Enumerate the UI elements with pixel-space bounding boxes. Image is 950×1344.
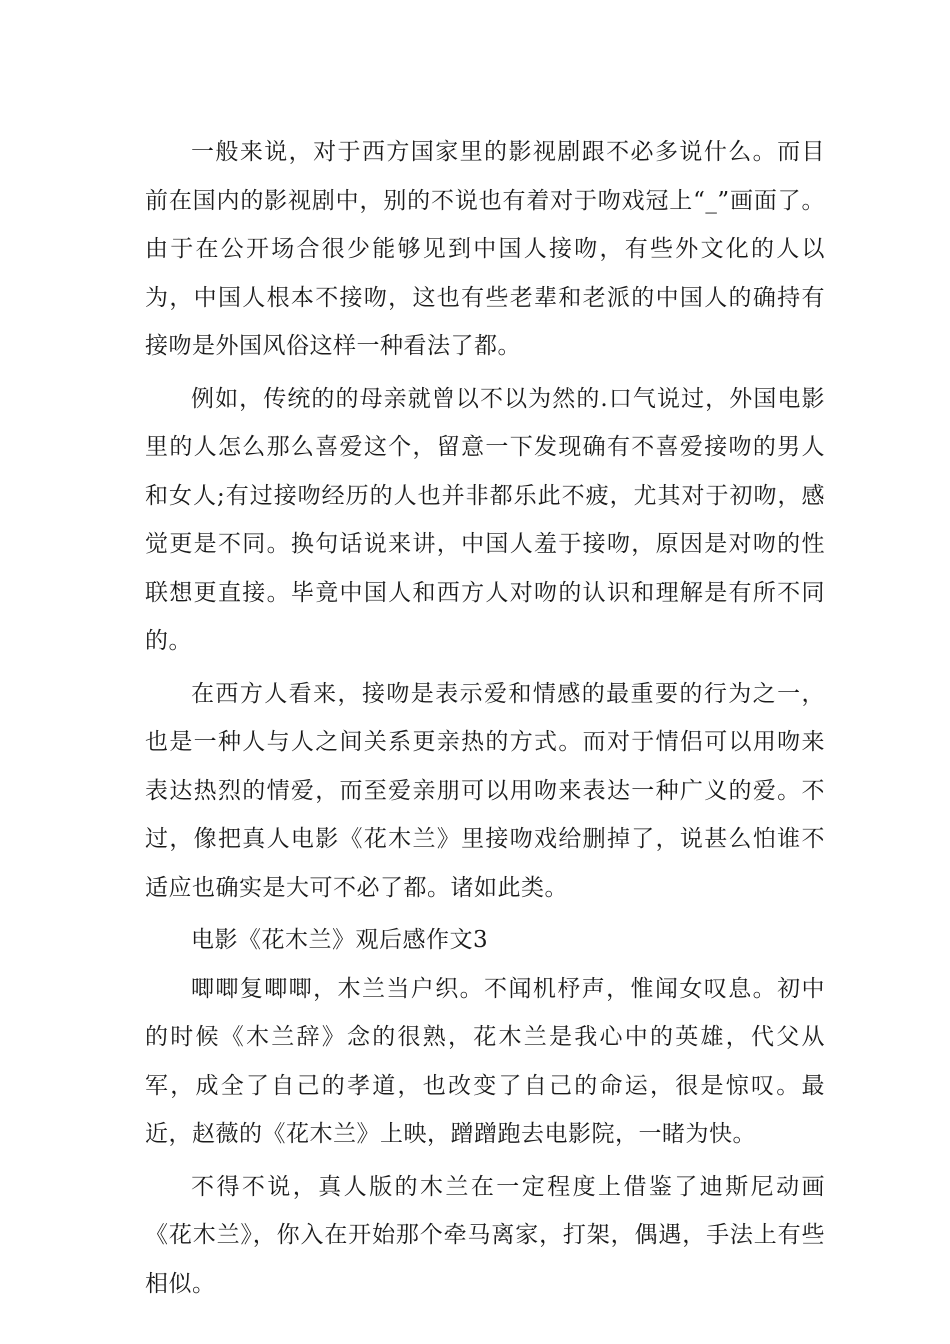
document-body bbox=[145, 128, 825, 1312]
paragraph: 唧唧复唧唧，木兰当户织。不闻机杼声，惟闻女叹息。初中的时候《木兰辞》念的很熟，花木兰是我心中的英雄，代父从军，成全了自己的孝道，也改变了自己的命运，很是惊叹。最近，赵薇的《花木兰》上映，蹭蹭跑去电影院，一睹为快。 bbox=[145, 975, 825, 1147]
paragraph: 在西方人看来，接吻是表示爱和情感的最重要的行为之一，也是一种人与人之间关系更亲热的方式。而对于情侣可以用吻来表达热烈的情爱，而至爱亲朋可以用吻来表达一种广义的爱。不过，像把真人电影《花木兰》里接吻戏给删掉了，说甚么怕谁不适应也确实是大可不必了都。诸如此类。 bbox=[145, 680, 825, 901]
paragraph: 不得不说，真人版的木兰在一定程度上借鉴了迪斯尼动画《花木兰》，你入在开始那个牵马离家，打架，偶遇，手法上有些相似。 bbox=[145, 1173, 825, 1297]
section-heading: 电影《花木兰》观后感作文3 bbox=[191, 927, 489, 953]
paragraph: 一般来说，对于西方国家里的影视剧跟不必多说什么。而目前在国内的影视剧中，别的不说也有着对于吻戏冠上“_”画面了。由于在公开场合很少能够见到中国人接吻，有些外文化的人以为，中国人根本不接吻，这也有些老辈和老派的中国人的确持有接吻是外国风俗这样一种看法了都。 bbox=[145, 139, 825, 359]
paragraph: 例如，传统的的母亲就曾以不以为然的.口气说过，外国电影里的人怎么那么喜爱这个，留意一下发现确有不喜爱接吻的男人和女人;有过接吻经历的人也并非都乐此不疲，尤其对于初吻，感觉更是不同。换句话说来讲，中国人羞于接吻，原因是对吻的性联想更直接。毕竟中国人和西方人对吻的认识和理解是有所不同的。 bbox=[145, 385, 825, 654]
